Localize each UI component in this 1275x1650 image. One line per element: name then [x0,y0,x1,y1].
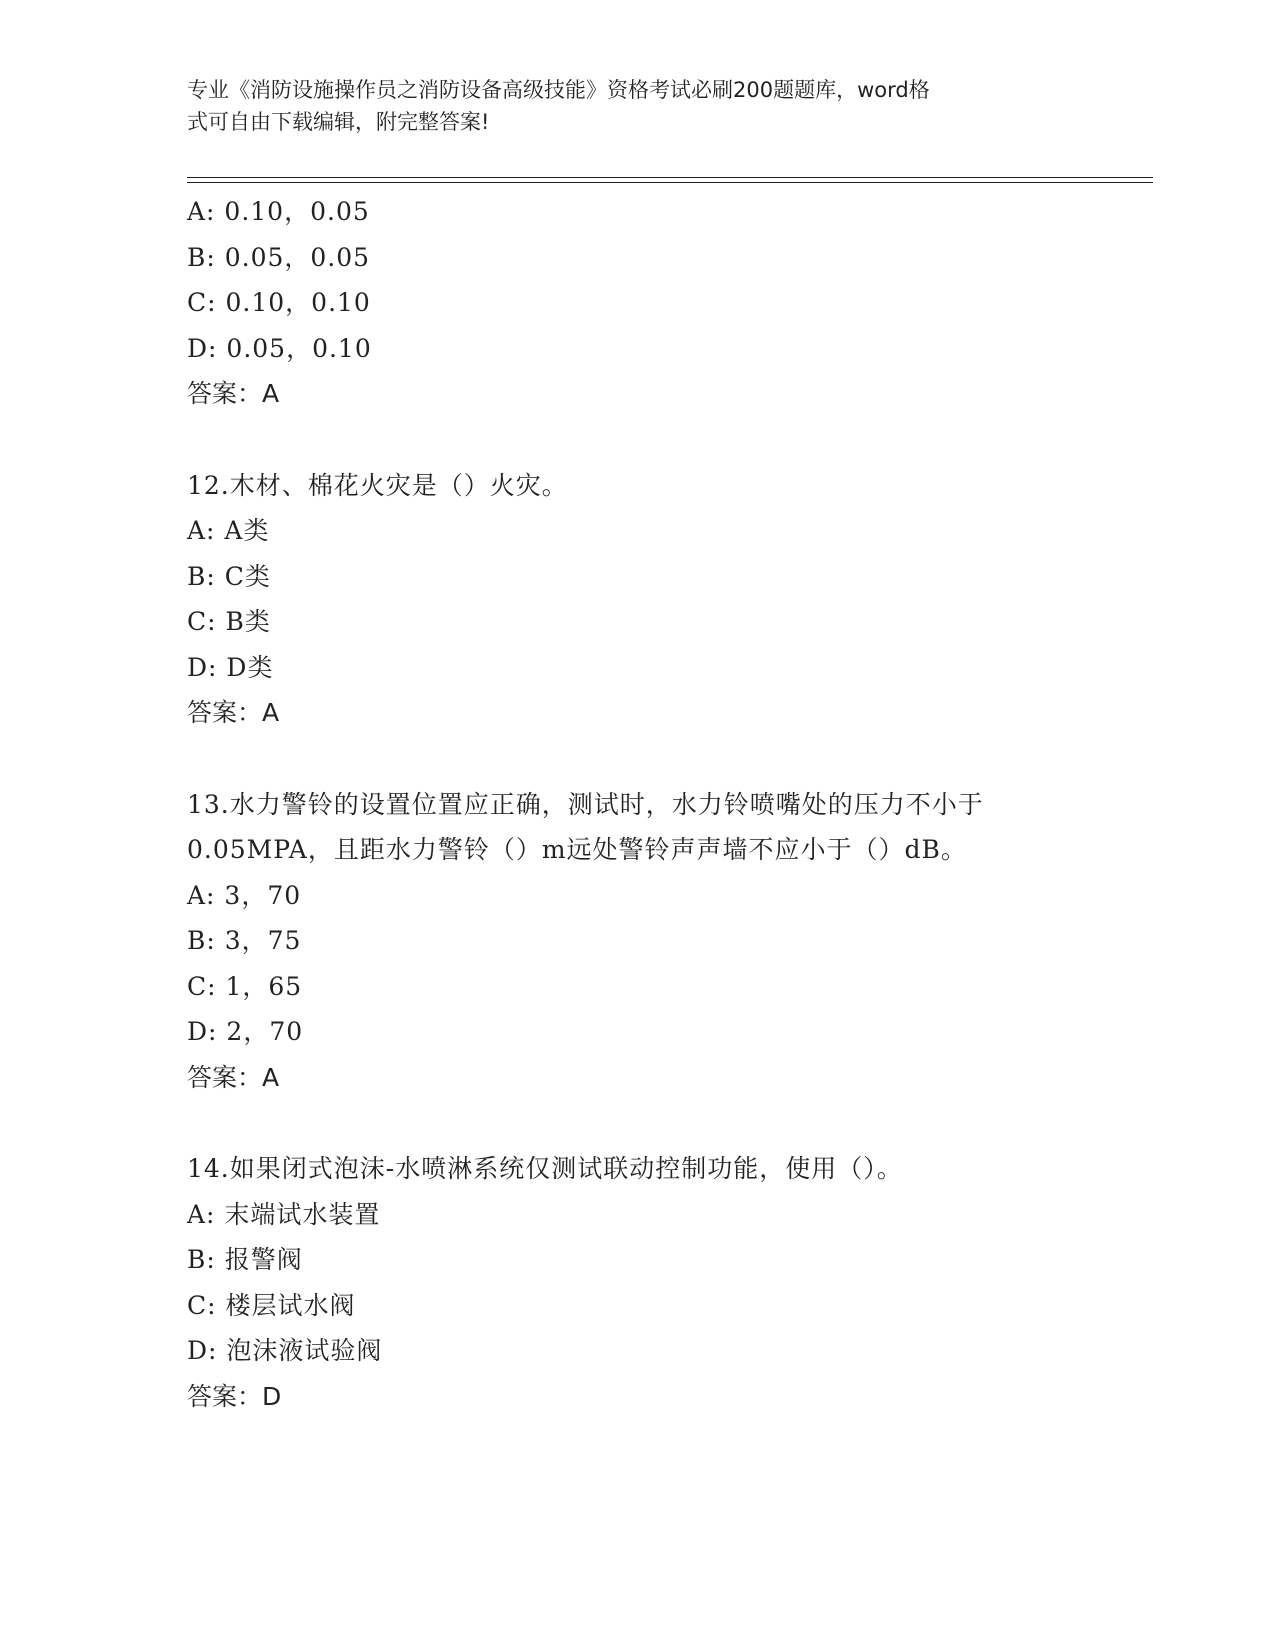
header-rule-bottom [187,182,1153,183]
question-list [187,189,1147,1419]
answer: 答案：A [187,379,280,408]
option-a: A: A类 [187,516,270,545]
question-11 [187,189,1147,417]
option-d: D: 0.05，0.10 [187,333,372,363]
spacer [187,1100,1147,1146]
option-a: A: 0.10，0.05 [187,197,370,226]
option-d: D: D类 [187,652,274,682]
question-12 [187,463,1147,736]
option-b: B: C类 [187,561,271,591]
answer: 答案：A [187,1062,280,1092]
option-a: A: 3，70 [187,880,302,910]
spacer [187,417,1147,463]
question-13 [187,782,1147,1101]
question-stem: 12.木材、棉花火灾是（）火灾。 [187,470,568,500]
option-c: C: 0.10，0.10 [187,288,371,317]
header-line-2: 式可自由下载编辑，附完整答案! [187,110,490,134]
question-stem: 14.如果闭式泡沫-水喷淋系统仅测试联动控制功能，使用（）。 [187,1154,903,1183]
question-stem-line-1: 13.水力警铃的设置位置应正确，测试时，水力铃喷嘴处的压力不小于 [187,789,984,819]
option-b: B: 报警阀 [187,1245,303,1274]
document-header [187,74,1067,138]
header-rule-top [187,177,1153,178]
option-d: D: 泡沫液试验阀 [187,1336,383,1365]
spacer [187,736,1147,782]
option-b: B: 0.05，0.05 [187,242,371,272]
question-stem-line-2: 0.05MPA，且距水力警铃（）m远处警铃声声墙不应小于（）dB。 [187,835,967,864]
header-line-1: 专业《消防设施操作员之消防设备高级技能》资格考试必刷200题题库，word格 [187,78,930,102]
option-a: A: 末端试水装置 [187,1199,381,1229]
answer: 答案：D [187,1381,282,1411]
option-d: D: 2，70 [187,1017,304,1046]
answer: 答案：A [187,698,280,727]
question-14 [187,1146,1147,1419]
option-c: C: 楼层试水阀 [187,1290,356,1320]
option-c: C: B类 [187,607,271,636]
option-b: B: 3，75 [187,926,302,955]
option-c: C: 1，65 [187,971,303,1001]
